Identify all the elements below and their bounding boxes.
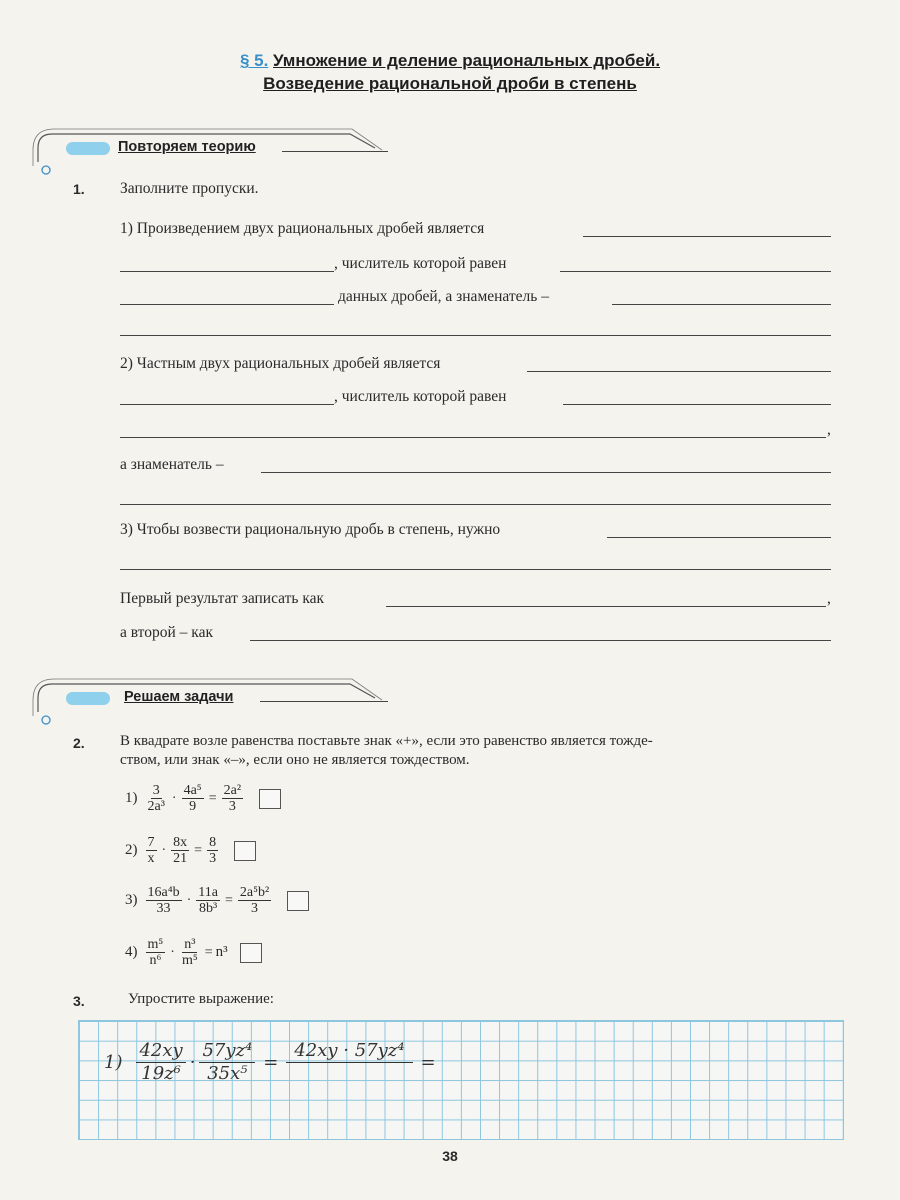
p3-text-b: Первый результат записать как xyxy=(120,590,325,607)
fraction: $\frac{\text{n³}}{\text{m⁵}}$ xyxy=(181,937,198,968)
fraction: $\frac{\text{2a²}}{3}$ xyxy=(223,783,242,814)
blank-line[interactable] xyxy=(120,335,831,336)
tasks-banner xyxy=(30,676,370,710)
banner-pill-icon xyxy=(66,692,110,705)
item-label: 1) xyxy=(125,790,138,806)
tasks-heading: Решаем задачи xyxy=(124,689,234,705)
item-label: 2) xyxy=(125,842,138,858)
blank-line[interactable] xyxy=(120,504,831,505)
p1-text-c: данных дробей, а знаменатель – xyxy=(338,288,549,305)
answer-box[interactable] xyxy=(234,841,256,861)
solution-label: 1) xyxy=(104,1052,123,1073)
blank-line[interactable] xyxy=(250,640,831,641)
blank-line[interactable] xyxy=(120,569,831,570)
fraction: $\frac{8}{3}$ xyxy=(209,835,217,866)
theory-banner xyxy=(30,126,370,160)
p1-text-a: 1) Произведением двух рациональных дробей является xyxy=(120,220,485,237)
blank-line[interactable] xyxy=(560,271,831,272)
p2-text-b: , числитель которой равен xyxy=(334,388,507,405)
item-label: 3) xyxy=(125,892,138,908)
section-number: § 5. xyxy=(239,51,269,70)
answer-box[interactable] xyxy=(287,891,309,911)
blank-line[interactable] xyxy=(563,404,831,405)
task-3-number: 3. xyxy=(73,993,85,1009)
page-title xyxy=(0,50,900,72)
title-line-2: Возведение рациональной дроби в степень xyxy=(263,74,637,93)
heading-rule xyxy=(282,151,388,152)
page-number: 38 xyxy=(442,1148,458,1164)
identity-item-1: 1) $\frac{3}{\text{2a³}}$ · $\frac{\text{4a⁵}}{9}$ = $\frac{\text{2a²}}{3}$ xyxy=(125,783,281,814)
fraction: $\frac{7}{x}$ xyxy=(147,835,155,866)
blank-line[interactable] xyxy=(527,371,831,372)
task-2-prompt-line-2: ством, или знак «–», если оно не является тождеством. xyxy=(120,752,470,768)
identity-item-2: 2) $\frac{7}{x}$ · $\frac{8x}{21}$ = $\frac{8}{3}$ xyxy=(125,835,256,866)
task-2-prompt-line-1: В квадрате возле равенства поставьте знак «+», если это равенство является тожде- xyxy=(120,733,653,749)
heading-rule xyxy=(260,701,388,702)
fraction: $\frac{3}{\text{2a³}}$ xyxy=(147,783,165,814)
task-1-prompt: Заполните пропуски. xyxy=(120,180,259,197)
p2-text-c: а знаменатель – xyxy=(120,456,224,473)
fraction: $\frac{11a}{\text{8b³}}$ xyxy=(198,885,218,916)
fraction: $\frac{\text{m⁵}}{\text{n⁶}}$ xyxy=(147,937,164,968)
p3-text-c: а второй – как xyxy=(120,624,214,641)
page-subtitle xyxy=(0,73,900,95)
identity-item-4: 4) $\frac{\text{m⁵}}{\text{n⁶}}$ · $\frac{\text{n³}}{\text{m⁵}}$ = n³ xyxy=(125,937,262,968)
task-2-number: 2. xyxy=(73,735,85,751)
p2-comma: , xyxy=(827,421,831,438)
item-label: 4) xyxy=(125,944,138,960)
identity-item-3: 3) $\frac{\text{16a⁴b}}{33}$ · $\frac{11a}{\text{8b³}}$ = $\frac{\text{2a⁵b²}}{3}$ xyxy=(125,885,309,916)
blank-line[interactable] xyxy=(120,404,334,405)
p1-text-b: , числитель которой равен xyxy=(334,255,507,272)
task-1-number: 1. xyxy=(73,181,85,197)
fraction: 42xy · 57yz⁴ xyxy=(286,1040,412,1085)
blank-line[interactable] xyxy=(612,304,831,305)
handwritten-solution: 1) 42xy 19z⁶ · $\frac{\text{57yz⁴}}{\text{35x⁵}}$ = 42xy · 57yz⁴ = xyxy=(104,1040,436,1084)
fraction: $\frac{8x}{21}$ xyxy=(173,835,188,866)
blank-line[interactable] xyxy=(386,606,826,607)
fraction: $\frac{\text{4a⁵}}{9}$ xyxy=(183,783,202,814)
task-3-prompt: Упростите выражение: xyxy=(128,991,274,1007)
fraction: $\frac{\text{57yz⁴}}{\text{35x⁵}}$ xyxy=(199,1040,255,1085)
p3-comma: , xyxy=(827,590,831,607)
title-line-1: Умножение и деление рациональных дробей. xyxy=(273,51,661,70)
banner-pill-icon xyxy=(66,142,110,155)
blank-line[interactable] xyxy=(583,236,831,237)
fraction: 42xy 19z⁶ xyxy=(136,1040,185,1085)
blank-line[interactable] xyxy=(261,472,831,473)
blank-line[interactable] xyxy=(607,537,831,538)
blank-line[interactable] xyxy=(120,437,826,438)
fraction: $\frac{\text{16a⁴b}}{33}$ xyxy=(147,885,180,916)
p3-text-a: 3) Чтобы возвести рациональную дробь в степень, нужно xyxy=(120,521,501,538)
p2-text-a: 2) Частным двух рациональных дробей является xyxy=(120,355,441,372)
fraction: $\frac{\text{2a⁵b²}}{3}$ xyxy=(239,885,270,916)
answer-box[interactable] xyxy=(240,943,262,963)
theory-heading: Повторяем теорию xyxy=(118,139,256,155)
result: n³ xyxy=(215,944,228,960)
blank-line[interactable] xyxy=(120,271,334,272)
answer-box[interactable] xyxy=(259,789,281,809)
blank-line[interactable] xyxy=(120,304,334,305)
